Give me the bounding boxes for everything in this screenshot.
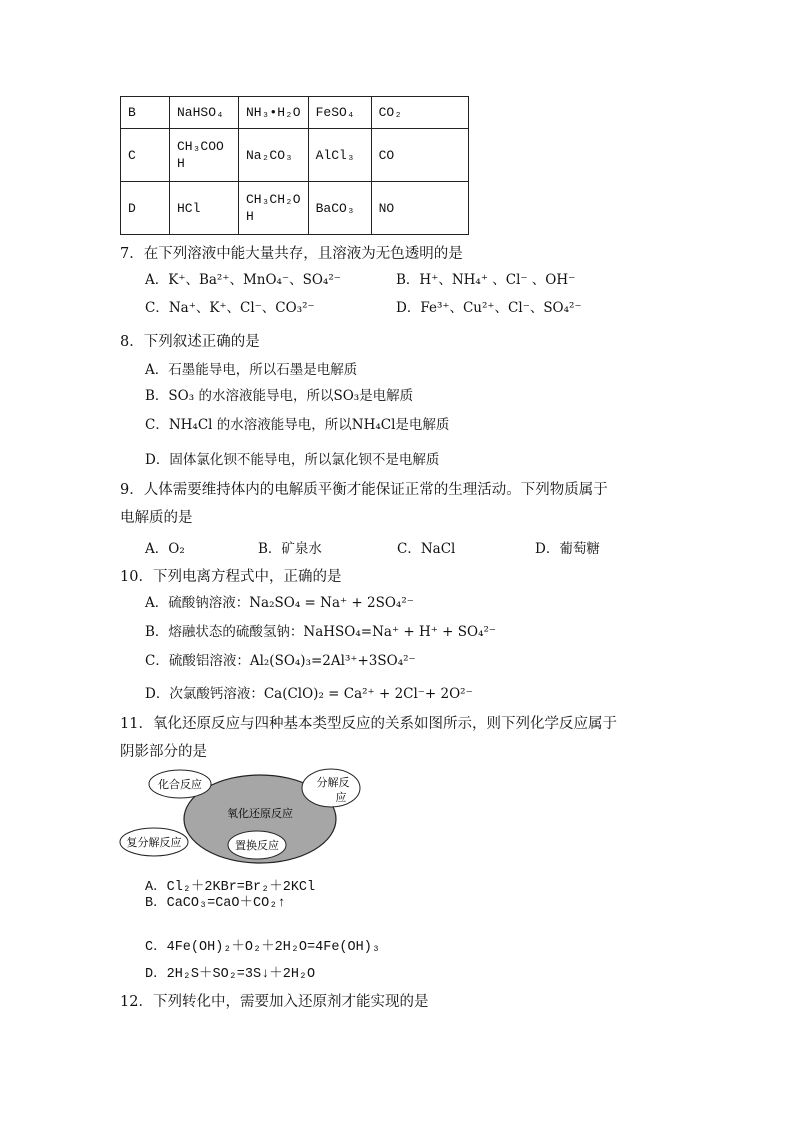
table-cell: CH₃COOH [170, 129, 239, 182]
reaction-type-diagram [118, 766, 378, 866]
table-cell: NO [371, 182, 468, 235]
question-7-option-b: B．H⁺、NH₄⁺ 、Cl⁻ 、OH⁻ [396, 272, 576, 288]
question-9-option-b: B．矿泉水 [258, 541, 322, 557]
table-row [121, 129, 469, 182]
table-row [121, 182, 469, 235]
question-11-option-c: C．4Fe(OH)₂＋O₂＋2H₂O=4Fe(OH)₃ [145, 940, 380, 955]
table-row [121, 97, 469, 129]
question-8-stem: 8．下列叙述正确的是 [120, 334, 260, 350]
question-7-option-d: D．Fe³⁺、Cu²⁺、Cl⁻、SO₄²⁻ [396, 300, 582, 316]
question-10-stem: 10．下列电离方程式中，正确的是 [120, 569, 342, 585]
question-8-option-c: C．NH₄Cl 的水溶液能导电，所以NH₄Cl是电解质 [145, 417, 450, 433]
question-10-option-b: B．熔融状态的硫酸氢钠：NaHSO₄=Na⁺ + H⁺ + SO₄²⁻ [145, 624, 497, 640]
question-7-stem: 7．在下列溶液中能大量共存，且溶液为无色透明的是 [120, 246, 463, 262]
table-cell: AlCl₃ [308, 129, 371, 182]
question-8-option-d: D．固体氯化钡不能导电，所以氯化钡不是电解质 [145, 452, 440, 468]
question-8-option-b: B．SO₃ 的水溶液能导电，所以SO₃是电解质 [145, 388, 414, 404]
table-cell: CH₃CH₂OH [239, 182, 309, 235]
question-12-stem: 12．下列转化中，需要加入还原剂才能实现的是 [120, 994, 429, 1010]
decomposition-label-line1: 分解反 [316, 776, 350, 789]
combination-label: 化合反应 [158, 778, 202, 791]
table-cell: Na₂CO₃ [239, 129, 309, 182]
options-table [120, 96, 469, 235]
question-11-stem-line2: 阴影部分的是 [120, 744, 207, 760]
question-9-option-d: D．葡萄糖 [535, 541, 600, 557]
question-7-option-a: A．K⁺、Ba²⁺、MnO₄⁻、SO₄²⁻ [145, 272, 341, 288]
question-10-option-a: A．硫酸钠溶液：Na₂SO₄ = Na⁺ + 2SO₄²⁻ [145, 595, 414, 611]
question-10-option-c: C．硫酸铝溶液：Al₂(SO₄)₃=2Al³⁺+3SO₄²⁻ [145, 653, 416, 669]
question-7-option-c: C．Na⁺、K⁺、Cl⁻、CO₃²⁻ [145, 300, 315, 316]
table-cell: C [121, 129, 170, 182]
table-cell: NaHSO₄ [170, 97, 239, 129]
decomposition-label-line2: 应 [335, 791, 347, 804]
double-displacement-label: 复分解反应 [126, 836, 182, 849]
table-cell: D [121, 182, 170, 235]
table-cell: B [121, 97, 170, 129]
table-cell: FeSO₄ [308, 97, 371, 129]
question-9-stem-line2: 电解质的是 [120, 510, 193, 526]
question-8-option-a: A．石墨能导电，所以石墨是电解质 [145, 362, 358, 378]
question-11-option-a: A．Cl₂＋2KBr=Br₂＋2KCl [145, 880, 316, 895]
table-cell: BaCO₃ [308, 182, 371, 235]
question-9-option-a: A．O₂ [145, 541, 185, 557]
question-9-option-c: C．NaCl [397, 541, 456, 557]
table-cell: CO [371, 129, 468, 182]
question-11-stem-line1: 11．氧化还原反应与四种基本类型反应的关系如图所示，则下列化学反应属于 [120, 716, 617, 732]
redox-label: 氧化还原反应 [227, 807, 293, 820]
table-cell: HCl [170, 182, 239, 235]
question-10-option-d: D．次氯酸钙溶液：Ca(ClO)₂ = Ca²⁺ + 2Cl⁻+ 2O²⁻ [145, 686, 473, 702]
displacement-label: 置换反应 [235, 839, 279, 852]
question-11-option-d: D．2H₂S＋SO₂=3S↓＋2H₂O [145, 967, 316, 982]
question-11-option-b: B．CaCO₃=CaO＋CO₂↑ [145, 896, 286, 911]
table-cell: NH₃•H₂O [239, 97, 309, 129]
table-cell: CO₂ [371, 97, 468, 129]
question-9-stem-line1: 9．人体需要维持体内的电解质平衡才能保证正常的生理活动。下列物质属于 [120, 482, 608, 498]
